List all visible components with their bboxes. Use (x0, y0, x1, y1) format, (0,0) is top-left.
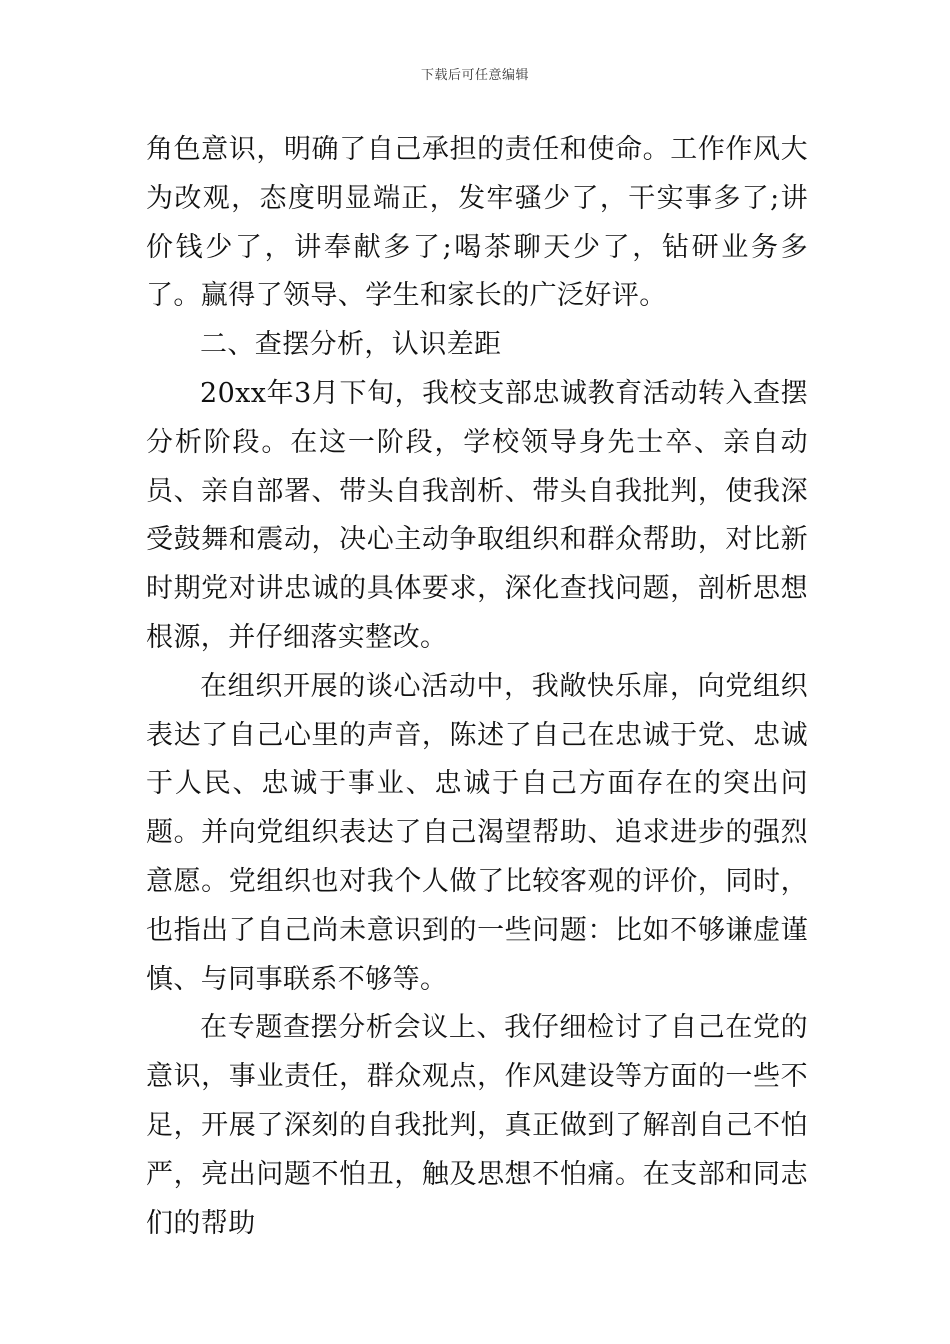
page-header-note: 下载后可任意编辑 (420, 68, 529, 83)
paragraph: 在专题查摆分析会议上、我仔细检讨了自己在党的意识，事业责任，群众观点，作风建设等方面的一些不足，开展了深刻的自我批判，真正做到了解剖自己不怕严，亮出问题不怕丑，触及思想不怕痛。在支部和同志们的帮助 (146, 1012, 808, 1239)
paragraph: 20xx年3月下旬，我校支部忠诚教育活动转入查摆分析阶段。在这一阶段，学校领导身先士卒、亲自动员、亲自部署、带头自我剖析、带头自我批判，使我深受鼓舞和震动，决心主动争取组织和群众帮助，对比新时期党对讲忠诚的具体要求，深化查找问题，剖析思想根源，并仔细落实整改。 (146, 377, 808, 653)
document-body (146, 126, 808, 1248)
paragraph: 在组织开展的谈心活动中，我敞快乐扉，向党组织表达了自己心里的声音，陈述了自己在忠诚于党、忠诚于人民、忠诚于事业、忠诚于自己方面存在的突出问题。并向党组织表达了自己渴望帮助、追求进步的强烈意愿。党组织也对我个人做了比较客观的评价，同时，也指出了自己尚未意识到的一些问题：比如不够谦虚谨慎、与同事联系不够等。 (146, 670, 808, 995)
section-heading: 二、查摆分析，认识差距 (200, 329, 502, 361)
paragraph-continuation: 角色意识，明确了自己承担的责任和使命。工作作风大为改观，态度明显端正，发牢骚少了，干实事多了;讲价钱少了，讲奉献多了;喝茶聊天少了，钻研业务多了。赢得了领导、学生和家长的广泛好评。 (146, 134, 808, 312)
